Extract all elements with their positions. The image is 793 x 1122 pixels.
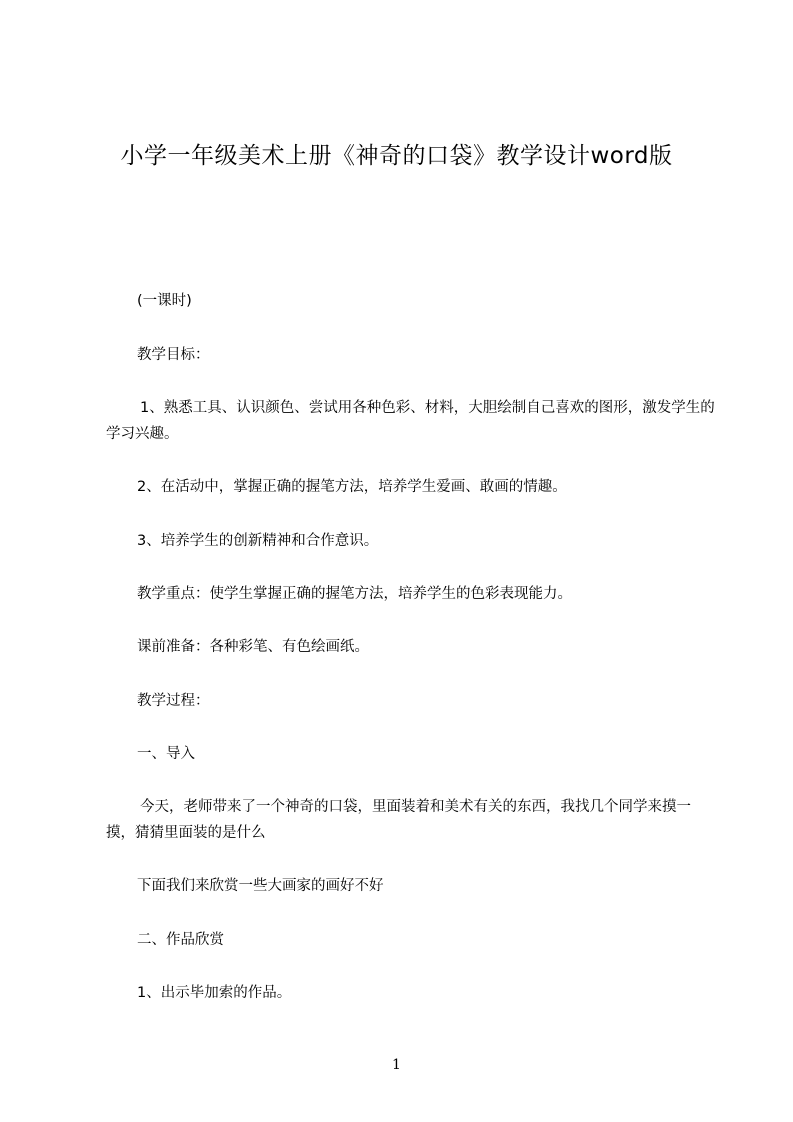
paragraph-objective-2: 2、在活动中，掌握正确的握笔方法，培养学生爱画、敢画的情趣。: [137, 479, 567, 495]
paragraph-lesson-count: (一课时): [137, 293, 192, 309]
paragraph-key-points: 教学重点：使学生掌握正确的握笔方法，培养学生的色彩表现能力。: [137, 586, 572, 602]
paragraph-preparation: 课前准备：各种彩笔、有色绘画纸。: [137, 639, 369, 655]
paragraph-objectives-heading: 教学目标：: [137, 347, 210, 363]
paragraph-objective-1: 1、熟悉工具、认识颜色、尝试用各种色彩、材料，大胆绘制自己喜欢的图形，激发学生的学习兴趣。: [106, 400, 715, 442]
paragraph-process-heading: 教学过程：: [137, 693, 210, 709]
paragraph-picasso: 1、出示毕加索的作品。: [137, 985, 292, 1001]
page-number: 1: [392, 1057, 401, 1073]
paragraph-section-intro: 一、导入: [137, 746, 195, 762]
paragraph-section-appreciation: 二、作品欣赏: [137, 932, 224, 948]
paragraph-objective-3: 3、培养学生的创新精神和合作意识。: [137, 533, 379, 549]
document-title: 小学一年级美术上册《神奇的口袋》教学设计word版: [120, 143, 673, 169]
paragraph-intro-text: 今天，老师带来了一个神奇的口袋，里面装着和美术有关的东西，我找几个同学来摸一摸，猜猜里面装的是什么: [106, 799, 691, 841]
paragraph-appreciation-lead: 下面我们来欣赏一些大画家的画好不好: [137, 878, 384, 894]
